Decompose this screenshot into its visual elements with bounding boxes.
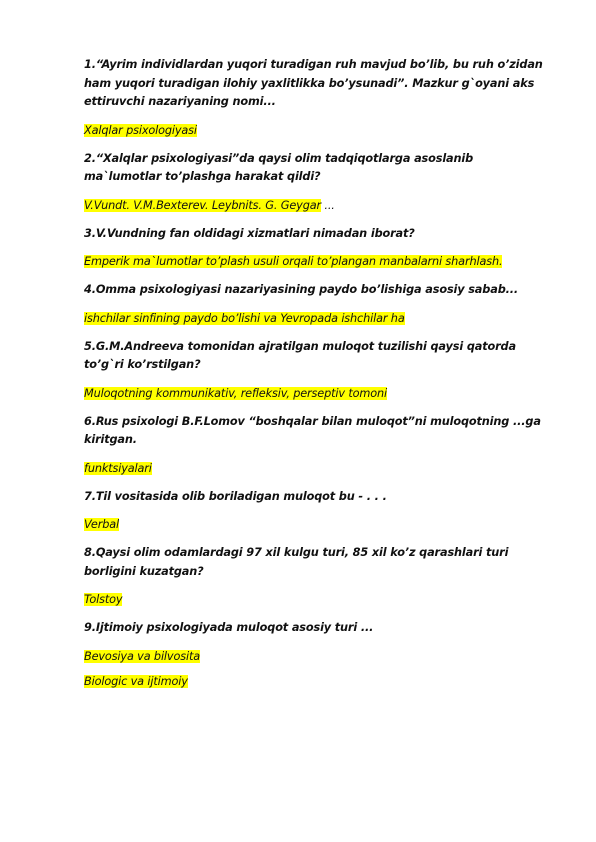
answer-4 bbox=[84, 311, 544, 326]
answer-2-tail: ... bbox=[320, 198, 335, 212]
answer-2 bbox=[84, 198, 544, 213]
answer-5-highlight: Muloqotning kommunikativ, refleksiv, perseptiv tomoni bbox=[84, 386, 387, 400]
question-2: 2.“Xalqlar psixologiyasi”da qaysi olim tadqiqotlarga asoslanib ma`lumotlar to’plashga harakat qildi? bbox=[84, 151, 474, 183]
answer-8-highlight: Tolstoy bbox=[84, 593, 123, 606]
answer-3-highlight: Emperik ma`lumotlar to’plash usuli orqali to’plangan manbalarni sharhlash. bbox=[84, 255, 503, 268]
answer-9-extra-highlight: Biologic va ijtimoiy bbox=[84, 674, 188, 688]
answer-4-highlight: ishchilar sinfining paydo bo’lishi va Yevropada ishchilar ha bbox=[84, 311, 405, 325]
answer-8 bbox=[84, 592, 544, 607]
question-6: 6.Rus psixologi B.F.Lomov “boshqalar bilan muloqot”ni muloqotning ...ga kiritgan. bbox=[84, 414, 541, 446]
question-1: 1.“Ayrim individlardan yuqori turadigan ruh mavjud bo’lib, bu ruh o’zidan ham yuqori turadigan ilohiy yaxlitlikka bo’ysunadi”. Mazkur g`oyani aks ettiruvchi nazariyaning nomi... bbox=[84, 58, 543, 108]
answer-2-highlight: V.Vundt. V.M.Bexterev. Leybnits. G. Geygar bbox=[84, 198, 321, 212]
answer-1 bbox=[84, 123, 544, 138]
answer-5 bbox=[84, 386, 544, 401]
question-3: 3.V.Vundning fan oldidagi xizmatlari nimadan iborat? bbox=[84, 226, 415, 240]
question-9: 9.Ijtimoiy psixologiyada muloqot asosiy turi ... bbox=[84, 621, 374, 634]
answer-9 bbox=[84, 649, 544, 664]
answer-3 bbox=[84, 254, 544, 269]
question-7: 7.Til vositasida olib boriladigan muloqot bu - . . . bbox=[84, 489, 387, 503]
answer-6-highlight: funktsiyalari bbox=[84, 461, 152, 475]
question-4: 4.Omma psixologiyasi nazariyasining paydo bo’lishiga asosiy sabab... bbox=[84, 283, 519, 296]
answer-6 bbox=[84, 461, 544, 476]
answer-7-highlight: Verbal bbox=[84, 518, 119, 531]
answer-7 bbox=[84, 517, 544, 532]
question-5: 5.G.M.Andreeva tomonidan ajratilgan muloqot tuzilishi qaysi qatorda to’g`ri ko’rstilgan? bbox=[84, 339, 516, 371]
answer-9-highlight: Bevosiya va bilvosita bbox=[84, 649, 200, 663]
answer-9-extra bbox=[84, 674, 544, 689]
answer-1-highlight: Xalqlar psixologiyasi bbox=[84, 123, 197, 137]
question-8: 8.Qaysi olim odamlardagi 97 xil kulgu turi, 85 xil ko’z qarashlari turi borligini kuzatgan? bbox=[84, 546, 509, 578]
